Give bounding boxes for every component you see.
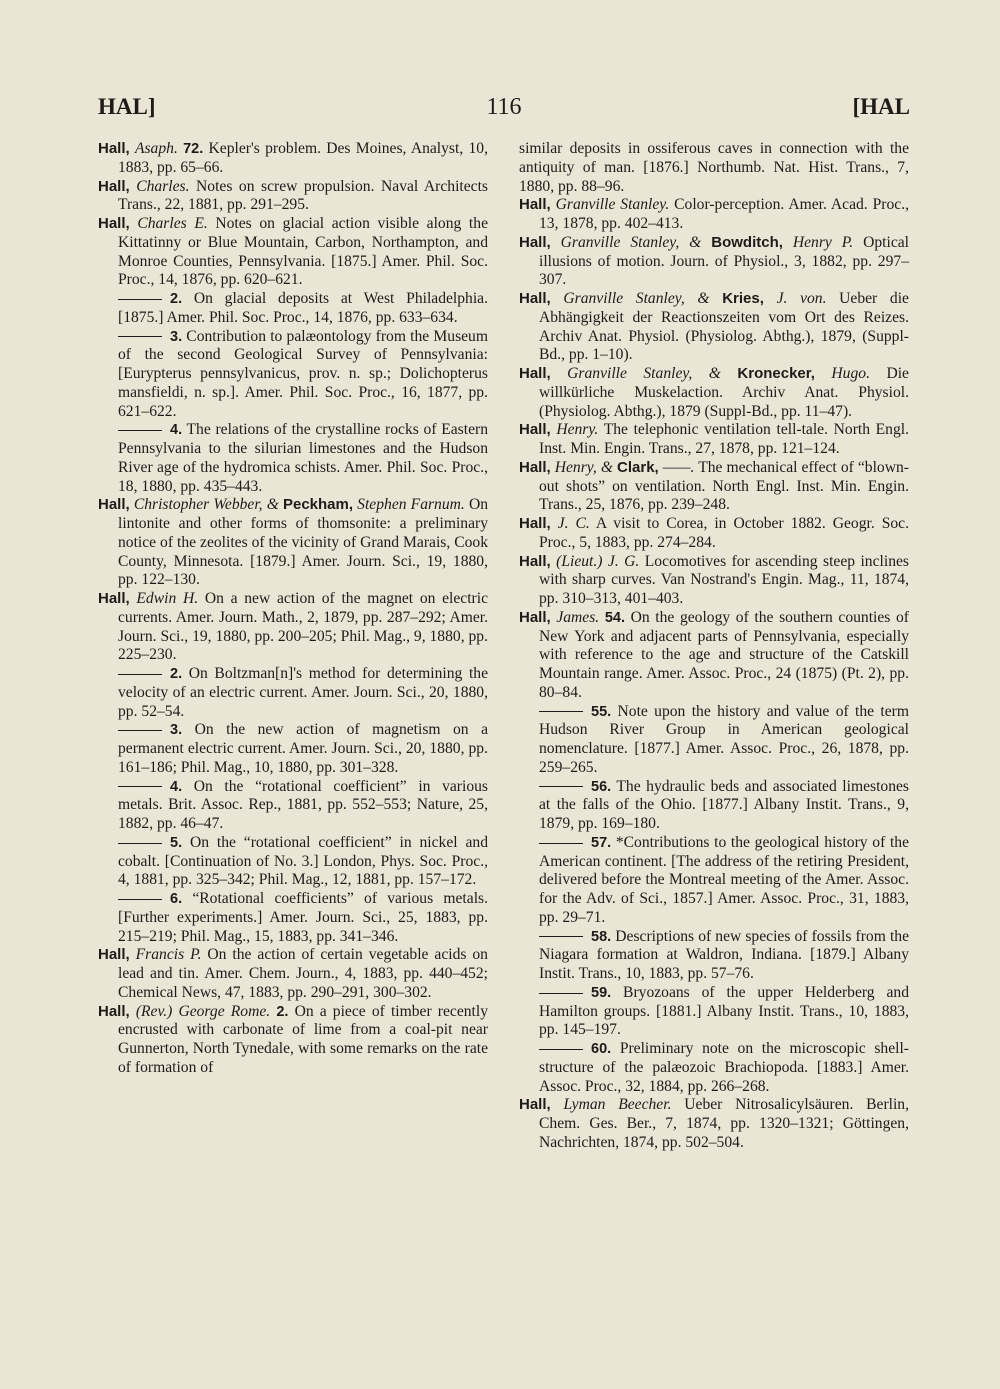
author-forename: Henry. [556,421,599,439]
entry-text: On glacial deposits at West Philadelphia. [1875.] Amer. Phil. Soc. Proc., 14, 1876, pp. 633–634. [118,290,488,326]
entry-number: 56. [591,778,612,795]
header-left: HAL] [98,94,156,119]
entry-text: Contribution to palæontology from the Museum of the second Geological Survey of Pennsylvania: [Eurypterus pennsylvanicus, prov. n. sp.; Dolichopterus mansfieldi, n. sp.]. Amer. Phil. Soc. Proc., 16, 1877, pp. 621–622. [118,327,488,420]
entry-text: Color-perception. Amer. Acad. Proc., 13, 1878, pp. 402–413. [539,196,909,232]
author-forename: (Lieut.) J. G. [556,552,640,570]
author-surname: Hall, [519,196,551,214]
author-surname: Hall, [519,1096,551,1114]
entry-number: 3. [170,722,183,739]
entry-number: 59. [591,984,612,1001]
author-forename: Edwin H. [136,590,199,607]
coauthor-surname: Bowditch, [711,233,783,251]
entry-text: Locomotives for ascending steep inclines with sharp curves. Van Nostrand's Engin. Mag., 11, 1874, pp. 310–313, 401–403. [539,552,909,607]
author-surname: Hall, [98,215,130,232]
entry-text: Ueber die Abhängigkeit der Reactionszeiten vom Ort des Reizes. Archiv Anat. Physiol. (Physiolog. Abthg.), 1879, (Suppl-Bd., pp. 1–10). [539,290,909,364]
entry-number: 54. [604,609,625,626]
entry-number: 2. [170,666,183,682]
entry-text: The hydraulic beds and associated limestones at the falls of the Ohio. [1877.] Albany Instit. Trans., 9, 1879, pp. 169–180. [539,777,909,832]
entry-text: Notes on glacial action visible along the Kittatinny or Blue Mountain, Carbon, Northampton, and Monroe Counties, Pennsylvania. [1875.] Amer. Phil. Soc. Proc., 14, 1876, pp. 620–621. [118,215,488,289]
ditto-dash [539,711,583,712]
bibliography-entry [519,515,909,553]
coauthor-surname: Kronecker, [737,365,815,382]
entry-text: Note upon the history and value of the term Hudson River Group in American geological nomenclature. [1877.] Amer. Assoc. Proc., 26, 1878, pp. 259–265. [539,702,909,776]
entry-text: On the new action of magnetism on a permanent electric current. Amer. Journ. Sci., 20, 1880, pp. 161–186; Phil. Mag., 10, 1880, pp. 301–328. [118,721,488,776]
author-forename: Asaph. [134,140,178,157]
entry-number: 60. [591,1041,612,1057]
entry-number: 55. [591,703,612,720]
bibliography-subentry [98,721,488,777]
bibliography-subentry [519,703,909,778]
bibliography-subentry [519,928,909,984]
bibliography-entry [98,140,488,178]
author-forename: Charles. [136,177,190,195]
ditto-dash [118,843,162,844]
bibliography-subentry [98,328,488,422]
ditto-dash [118,786,162,787]
ditto-dash [118,336,162,337]
entry-text: A visit to Corea, in October 1882. Geogr. Soc. Proc., 5, 1883, pp. 274–284. [539,515,909,551]
bibliography-entry [519,196,909,234]
bibliography-subentry [519,1040,909,1096]
author-forename: Granville Stanley, & [560,233,702,251]
author-surname: Hall, [98,140,130,157]
bibliography-subentry [98,890,488,946]
entry-number: 72. [183,141,204,157]
bibliography-subentry [98,834,488,890]
author-surname: Hall, [519,421,551,439]
ditto-dash [539,843,583,844]
bibliography-entry [519,1096,909,1152]
bibliography-subentry [98,778,488,834]
bibliography-entry [98,590,488,665]
author-surname: Hall, [519,552,551,570]
entry-text: On the geology of the southern counties of New York and adjacent parts of Pennsylvania, especially with reference to the age and structure of the Catskill Mountain range. Amer. Assoc. Proc., 24 (1875) (Pt. 2), pp. 80–84. [539,608,909,701]
entry-number: 4. [170,778,183,795]
coauthor-forename: Hugo. [831,365,870,382]
bibliography-entry [519,234,909,290]
author-forename: James. [556,608,600,626]
bibliography-subentry [98,290,488,328]
author-surname: Hall, [98,1002,130,1020]
bibliography-entry [519,290,909,365]
ditto-dash [118,730,162,731]
left-column [98,140,488,1078]
entry-text: Ueber Nitrosalicylsäuren. Berlin, Chem. Ges. Ber., 7, 1874, pp. 1320–1321; Göttingen, Nachrichten, 1874, pp. 502–504. [539,1096,909,1151]
entry-number: 3. [170,328,183,345]
entry-number: 58. [591,928,612,945]
bibliography-subentry [98,421,488,496]
coauthor-forename: Stephen Farnum. [357,496,465,514]
author-surname: Hall, [519,515,551,532]
entry-text: “Rotational coefficients” of various metals. [Further experiments.] Amer. Journ. Sci., 25, 1883, pp. 215–219; Phil. Mag., 15, 1883, pp. 341–346. [118,890,488,945]
coauthor-surname: Clark, [617,458,659,476]
author-forename: (Rev.) George Rome. [135,1002,271,1020]
author-surname: Hall, [98,590,130,607]
bibliography-entry [519,459,909,515]
entry-text: Kepler's problem. Des Moines, Analyst, 10, 1883, pp. 65–66. [118,140,488,176]
entry-text: Bryozoans of the upper Helderberg and Hamilton groups. [1881.] Albany Instit. Trans., 10, 1883, pp. 145–197. [539,983,909,1039]
author-surname: Hall, [98,946,130,964]
bibliography-entry [519,421,909,459]
bibliography-subentry [519,984,909,1040]
author-forename: Christopher Webber, & [133,496,279,514]
header-right: [HAL [852,94,910,119]
entry-text: Preliminary note on the microscopic shell-structure of the palæozoic Brachiopoda. [1883.] Amer. Assoc. Proc., 32, 1884, pp. 266–268. [539,1040,909,1095]
entry-text: On lintonite and other forms of thomsonite: a preliminary notice of the zeolites of the vicinity of Grand Marais, Cook County, Minnesota. [1879.] Amer. Journ. Sci., 19, 1880, pp. 122–130. [118,496,489,589]
author-surname: Hall, [98,177,130,195]
author-forename: J. C. [557,515,590,532]
entry-number: 2. [276,1003,289,1020]
bibliography-entry [519,553,909,609]
author-forename: Granville Stanley, & [563,290,710,307]
ditto-dash [118,299,162,300]
bibliography-entry [519,609,909,703]
author-forename: Granville Stanley. [555,196,670,214]
entry-text: On the “rotational coefficient” in various metals. Brit. Assoc. Rep., 1881, pp. 552–553; Nature, 25, 1882, pp. 46–47. [118,777,488,832]
continued-entry [519,140,909,196]
bibliography-entry [519,365,909,421]
running-header [98,92,910,126]
ditto-dash [539,1049,583,1050]
entry-number: 4. [170,422,183,439]
coauthor-surname: Kries, [722,290,764,307]
entry-text: *Contributions to the geological history of the American continent. [The address of the retiring President, delivered before the Montreal meeting of the Amer. Assoc. for the Adv. of Sci., 1857.] Amer. Assoc. Proc., 31, 1883, pp. 29–71. [539,833,909,926]
author-surname: Hall, [519,608,551,626]
entry-number: 5. [170,834,183,851]
author-forename: Henry, & [554,458,613,476]
bibliography-entry [98,946,488,1002]
ditto-dash [118,674,162,675]
bibliography-subentry [98,665,488,721]
ditto-dash [118,430,162,431]
author-forename: Francis P. [135,946,202,964]
entry-text: similar deposits in ossiferous caves in connection with the antiquity of man. [1876.] Northumb. Nat. Hist. Trans., 7, 1880, pp. 88–96. [519,140,909,195]
entry-text: Notes on screw propulsion. Naval Architects Trans., 22, 1881, pp. 291–295. [118,177,488,214]
ditto-dash [539,786,583,787]
coauthor-forename: J. von. [776,290,827,307]
entry-text: On the action of certain vegetable acids on lead and tin. Amer. Chem. Journ., 4, 1883, pp. 440–452; Chemical News, 47, 1883, pp. 290–291, 300–302. [118,946,488,1001]
author-surname: Hall, [519,233,551,251]
entry-text: On the “rotational coefficient” in nickel and cobalt. [Continuation of No. 3.] London, Phys. Soc. Proc., 4, 1881, pp. 325–342; Phil. Mag., 12, 1881, pp. 157–172. [118,833,488,889]
entry-number: 2. [170,291,183,307]
author-forename: Lyman Beecher. [563,1096,672,1114]
ditto-dash [539,993,583,994]
entry-text: Optical illusions of motion. Journ. of Physiol., 3, 1882, pp. 297–307. [539,233,910,289]
bibliography-subentry [519,834,909,928]
ditto-dash [539,936,583,937]
bibliography-entry [98,496,488,590]
entry-text: The relations of the crystalline rocks of Eastern Pennsylvania to the silurian limestones and the Hudson River age of the hydromica schists. Amer. Phil. Soc. Proc., 18, 1880, pp. 435–443. [118,421,488,495]
bibliography-entry [98,1003,488,1078]
page-number: 116 [486,94,522,120]
entry-text: On a piece of timber recently encrusted with carbonate of lime from a coal-pit near Gunnerton, North Tynedale, with some remarks on the rate of formation of [118,1002,489,1076]
author-surname: Hall, [519,290,551,307]
author-surname: Hall, [519,365,551,382]
bibliography-subentry [519,778,909,834]
author-surname: Hall, [98,496,130,514]
author-forename: Charles E. [137,215,208,232]
entry-text: The telephonic ventilation tell-tale. North Engl. Inst. Min. Engin. Trans., 27, 1878, pp. 121–124. [539,421,909,457]
entry-text: On a new action of the magnet on electric currents. Amer. Journ. Math., 2, 1879, pp. 287–292; Amer. Journ. Sci., 19, 1880, pp. 200–205; Phil. Mag., 9, 1880, pp. 225–230. [118,590,489,664]
coauthor-surname: Peckham, [282,496,354,514]
bibliography-entry [98,178,488,216]
ditto-dash [118,899,162,900]
entry-number: 6. [170,891,183,907]
entry-number: 57. [591,834,612,851]
entry-text: Die willkürliche Muskelaction. Archiv Anat. Physiol. (Physiolog. Abthg.), 1879 (Suppl-Bd., pp. 11–47). [539,365,909,420]
author-surname: Hall, [519,458,551,476]
coauthor-forename: ——. [662,458,695,476]
bibliography-entry [98,215,488,290]
entry-text: Descriptions of new species of fossils from the Niagara formation at Waldron, Indiana. [1879.] Albany Instit. Trans., 10, 1883, pp. 57–76. [539,927,909,982]
entry-text: The mechanical effect of “blown-out shots” on ventilation. North Engl. Inst. Min. Engin. Trans., 25, 1876, pp. 239–248. [539,458,909,514]
coauthor-forename: Henry P. [792,233,854,251]
right-column [519,140,909,1153]
entry-text: On Boltzman[n]'s method for determining the velocity of an electric current. Amer. Journ. Sci., 20, 1880, pp. 52–54. [118,665,488,720]
author-forename: Granville Stanley, & [567,365,721,382]
